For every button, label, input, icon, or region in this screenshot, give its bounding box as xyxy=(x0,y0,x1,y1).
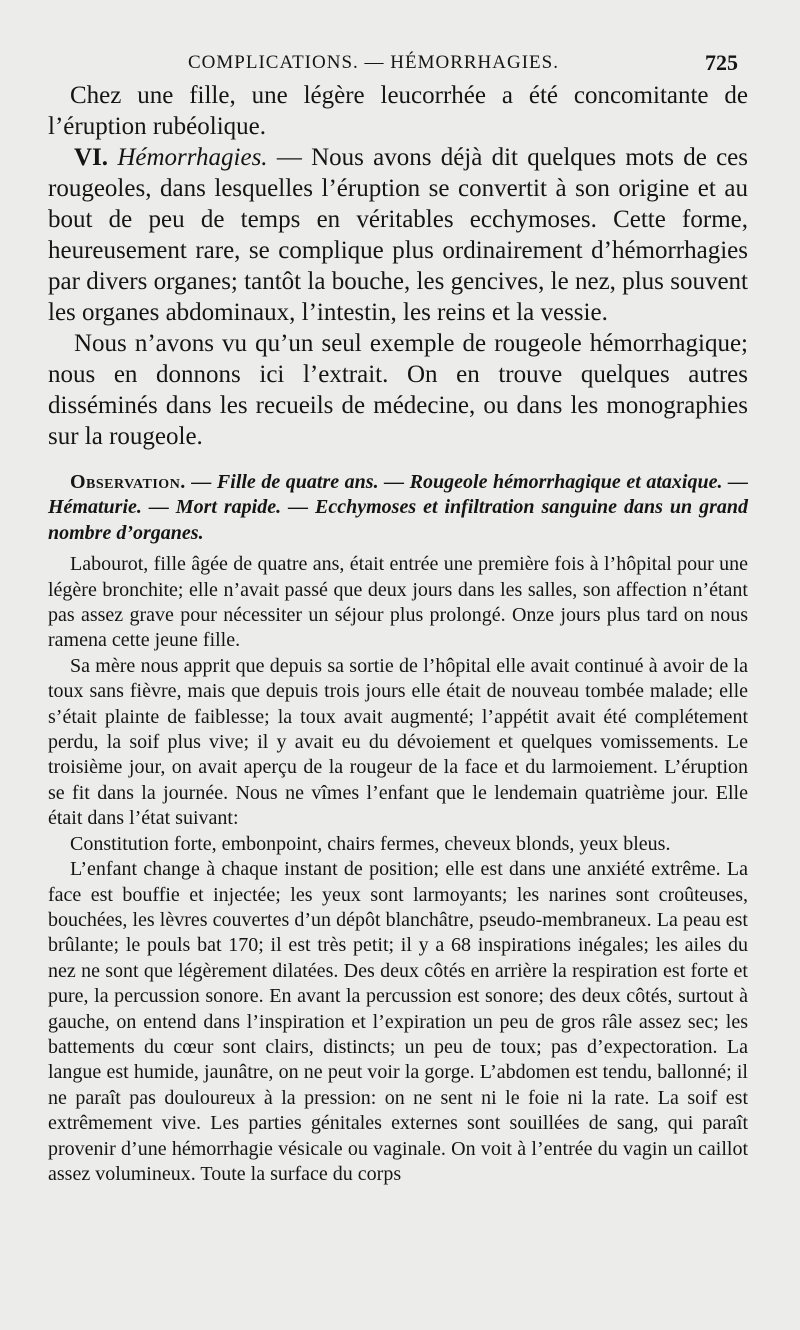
observation-title: — Fille de quatre ans. — Rougeole hémorrhagique et ataxique. — Hématurie. — Mort rapide. — Ecchymoses et infiltration sanguine dans un grand nombre d’organes. xyxy=(48,471,749,544)
section-title: Hémorrhagies. xyxy=(117,144,268,171)
section-text: — Nous avons déjà dit quelques mots de ces rougeoles, dans lesquelles l’éruption se convertit à son origine et au bout de peu de temps en véritables ecchymoses. Cette forme, heureusement rare, se complique plus ordinairement d’hémorrhagies par divers organes; tantôt la bouche, les gencives, le nez, plus souvent les organes abdominaux, l’intestin, les reins et la vessie. xyxy=(48,144,749,326)
section-hemorrhagies xyxy=(48,142,748,328)
running-head xyxy=(48,46,748,80)
running-head-title: COMPLICATIONS. — HÉMORRHAGIES. xyxy=(188,52,559,73)
paragraph-exemple: Nous n’avons vu qu’un seul exemple de rougeole hémorrhagique; nous en donnons ici l’extrait. On en trouve quelques autres disséminés dans les recueils de médecine, ou dans les monographies sur la rougeole. xyxy=(48,330,748,450)
observation-block xyxy=(48,470,748,1187)
observation-paragraph: Constitution forte, embonpoint, chairs fermes, cheveux blonds, yeux bleus. xyxy=(70,832,671,855)
observation-paragraph: Sa mère nous apprit que depuis sa sortie de l’hôpital elle avait continué à avoir de la toux sans fièvre, mais que depuis trois jours elle était de nouveau tombée malade; elle s’était plainte de faiblesse; la toux avait augmenté; l’appétit avait été complétement perdu, la soif plus vive; il y avait eu du dévoiement et quelques vomissements. Le troisième jour, on avait aperçu de la rougeur de la face et du larmoiement. L’éruption se fit dans la journée. Nous ne vîmes l’enfant que le lendemain quatrième jour. Elle était dans l’état suivant: xyxy=(48,654,748,830)
paragraph-leucorrhee: Chez une fille, une légère leucorrhée a été concomitante de l’éruption rubéolique. xyxy=(48,82,748,140)
page-number: 725 xyxy=(705,50,738,75)
section-number: VI. xyxy=(74,144,109,171)
observation-paragraph: L’enfant change à chaque instant de position; elle est dans une anxiété extrême. La face est bouffie et injectée; les yeux sont larmoyants; les narines sont croûteuses, bouchées, les lèvres couvertes d’un dépôt blanchâtre, pseudo-membraneux. La peau est brûlante; le pouls bat 170; il est très petit; il y a 68 inspirations inégales; les ailes du nez ne sont que légèrement dilatées. Des deux côtés en arrière la respiration est forte et pure, la percussion sonore. En avant la percussion est sonore; des deux côtés, surtout à gauche, on entend dans l’inspiration et l’expiration un peu de gros râle assez sec; les battements du cœur sont clairs, distincts; un peu de toux; pas d’expectoration. La langue est humide, jaunâtre, on ne peut voir la gorge. L’abdomen est tendu, ballonné; il ne paraît pas douloureux à la pression: on ne sent ni le foie ni la rate. La soif est extrêmement vive. Les parties génitales externes sont souillées de sang, qui paraît provenir d’une hémorrhagie vésicale ou vaginale. On voit à l’entrée du vagin un caillot assez volumineux. Toute la surface du corps xyxy=(48,858,748,1185)
observation-heading xyxy=(48,470,748,546)
observation-label: Observation. xyxy=(70,471,186,493)
observation-paragraph: Labourot, fille âgée de quatre ans, était entrée une première fois à l’hôpital pour une légère bronchite; elle n’avait passé que deux jours dans les salles, son affection n’étant pas assez grave pour nécessiter un séjour plus prolongé. Onze jours plus tard on nous ramena cette jeune fille. xyxy=(48,553,748,652)
body-large-text xyxy=(48,80,748,452)
